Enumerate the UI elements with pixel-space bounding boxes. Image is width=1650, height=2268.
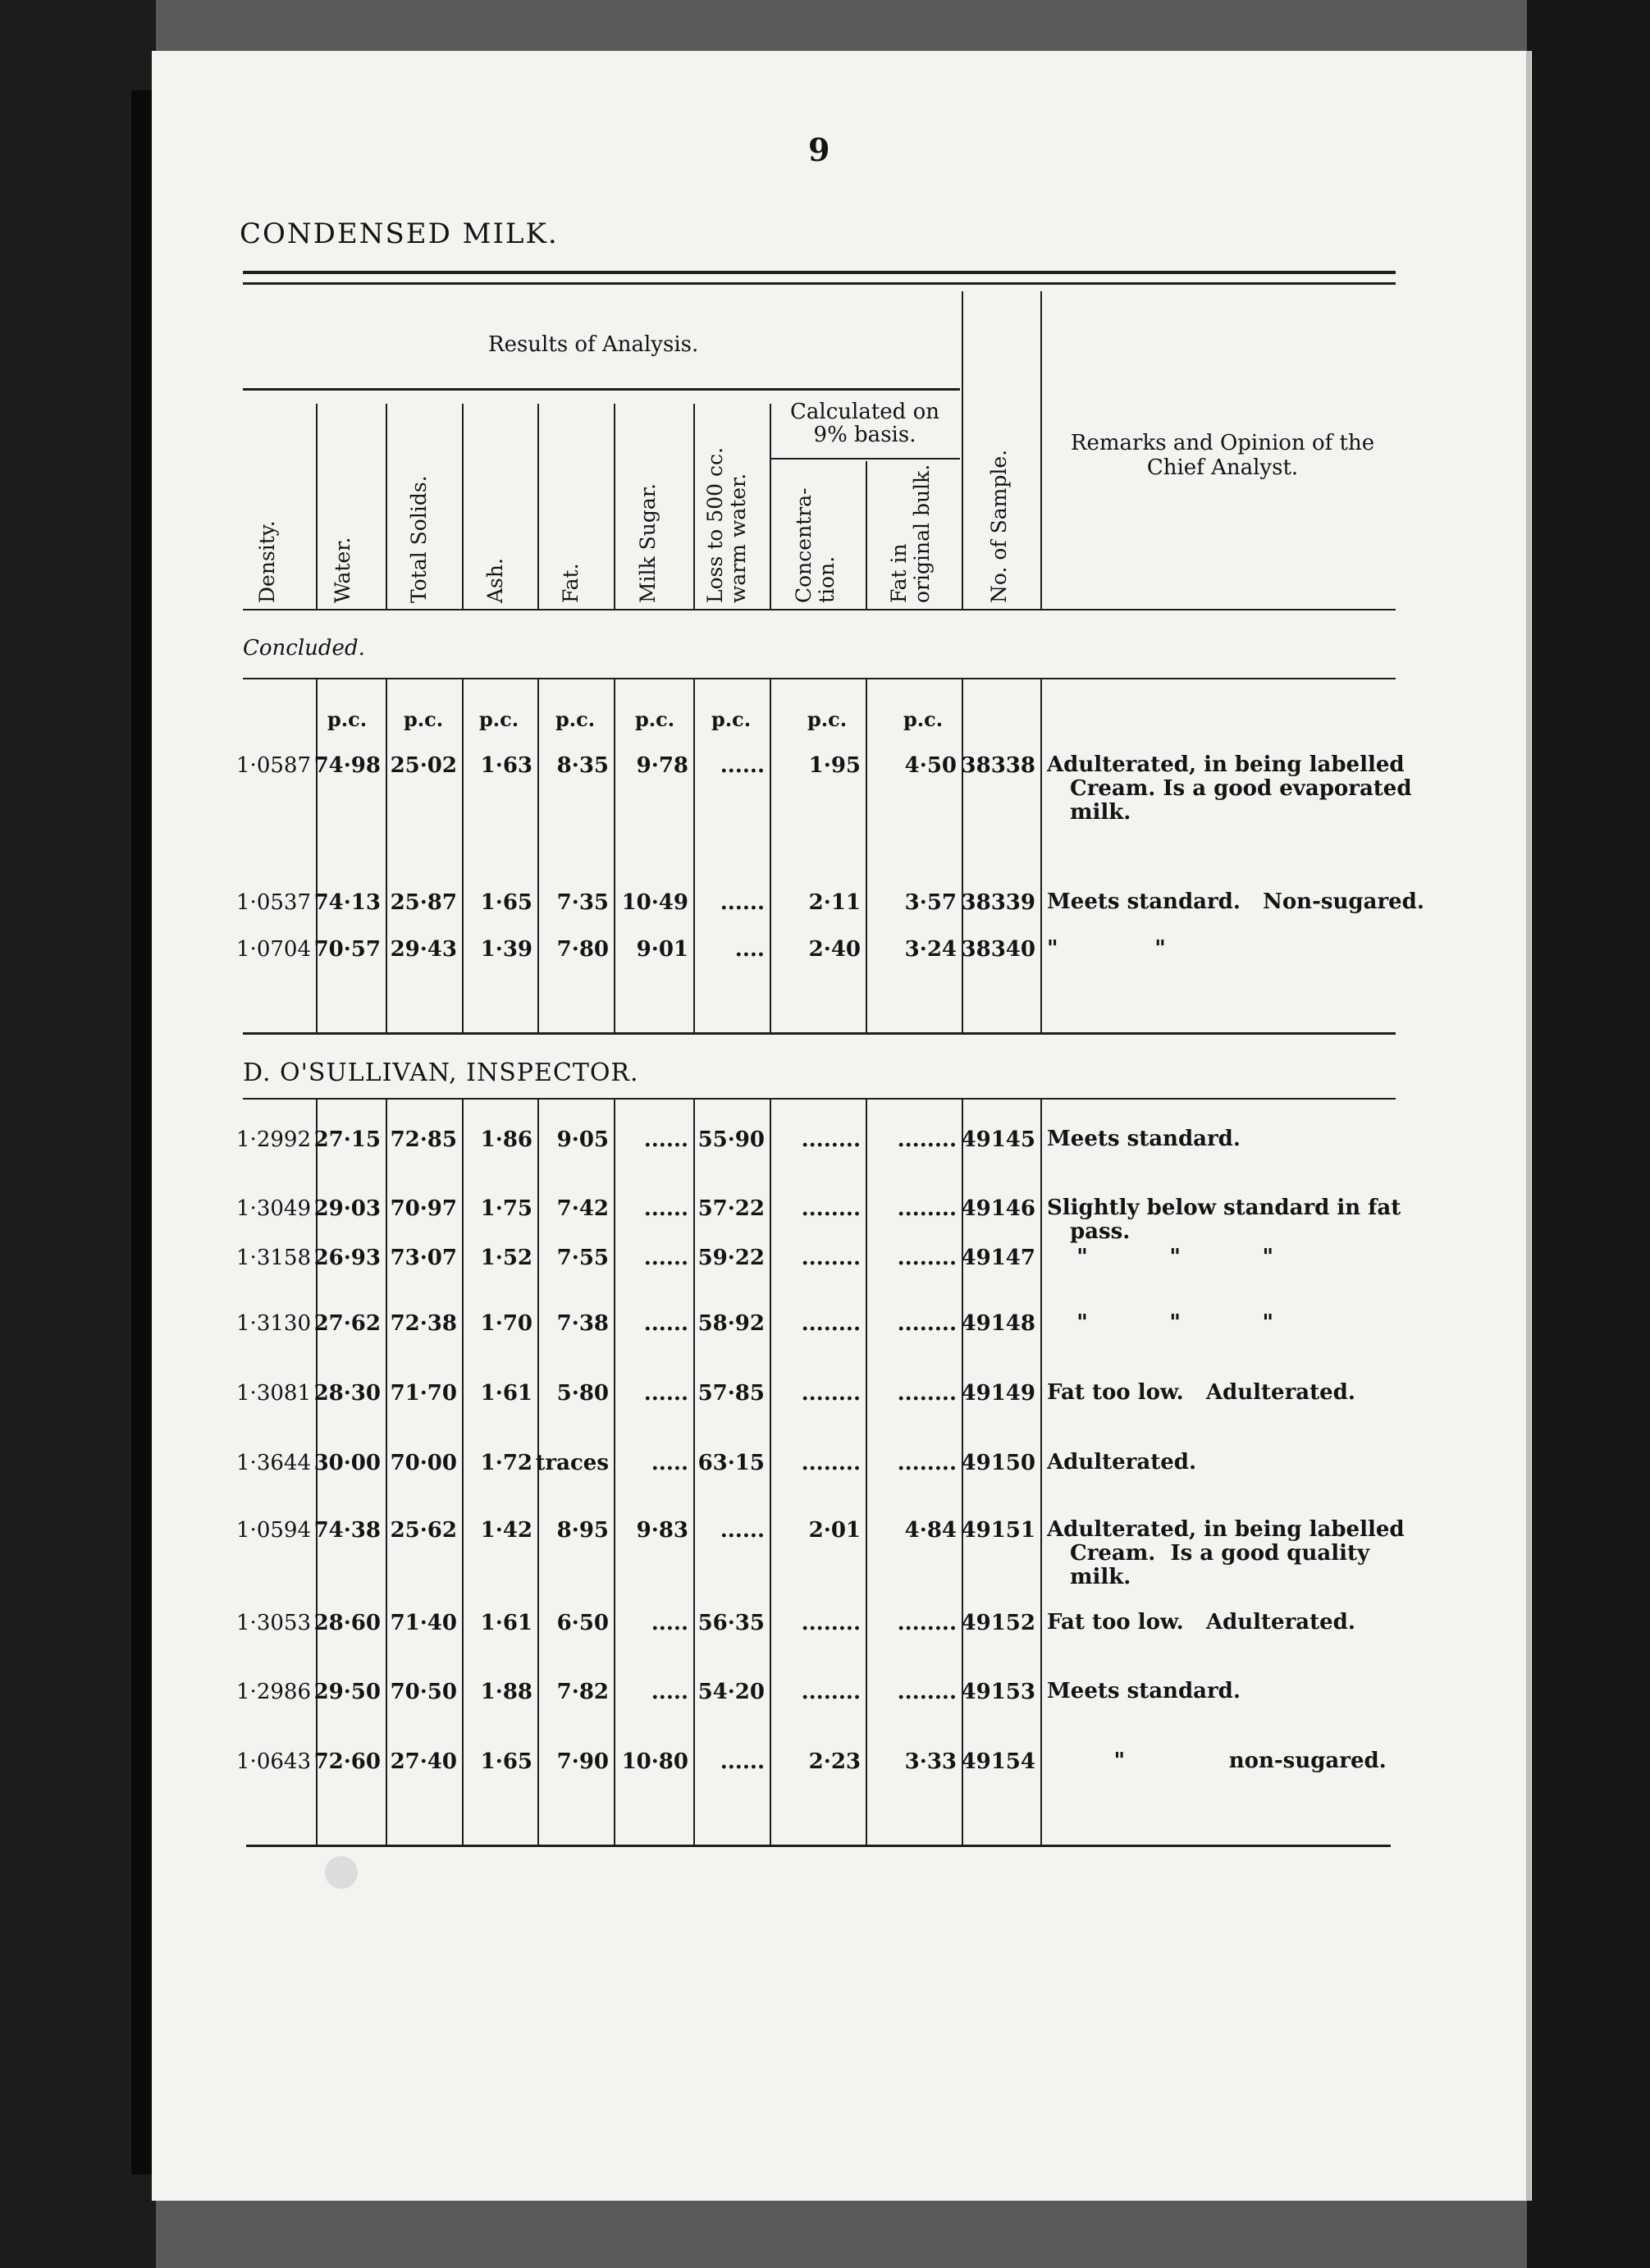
sec2-cell-density: 1·3130	[236, 1311, 311, 1336]
sec2-remarks	[1047, 1127, 1408, 1151]
sec2-cell-fat: traces	[535, 1451, 609, 1475]
sec2-cell-sample: 49151	[961, 1518, 1035, 1543]
sec2-cell-ash: 1·42	[480, 1518, 532, 1543]
sec2-remarks	[1047, 1196, 1408, 1244]
header-sep	[462, 404, 464, 609]
sec2-cell-sugar: ......	[643, 1246, 688, 1270]
sec2-remark-line: " " "	[1047, 1310, 1273, 1335]
sec2-cell-conc: ........	[801, 1381, 861, 1406]
sec2-cell-ash: 1·70	[480, 1311, 532, 1336]
column-rule	[537, 679, 539, 1032]
page-number: 9	[808, 131, 830, 168]
sec2-cell-sugar: 10·80	[621, 1749, 688, 1774]
sec2-remark-line: " " "	[1047, 1245, 1273, 1269]
sec1-cell-sugar: 9·78	[636, 753, 688, 778]
ink-smudge	[325, 1856, 358, 1889]
column-rule	[1040, 679, 1042, 1032]
sec1-cell-conc: 2·11	[808, 890, 861, 915]
sec2-cell-density: 1·2986	[236, 1680, 311, 1704]
sec1-cell-fat: 7·80	[556, 937, 609, 962]
sec2-cell-density: 1·3053	[236, 1611, 311, 1635]
section1-bottom-rule	[243, 1032, 1396, 1035]
header-sep	[316, 404, 318, 609]
column-rule	[770, 679, 771, 1032]
col-water: Water.	[331, 537, 354, 603]
sec2-cell-water: 28·30	[313, 1381, 381, 1406]
sec2-cell-fatbulk: ........	[897, 1196, 957, 1221]
sec2-cell-sugar: ......	[643, 1381, 688, 1406]
header-sep	[614, 404, 615, 609]
page-edge	[1526, 51, 1531, 2201]
sec2-cell-sample: 49153	[961, 1680, 1035, 1704]
sec2-cell-sample: 49149	[961, 1381, 1035, 1406]
sec2-remarks	[1047, 1611, 1408, 1635]
sec2-cell-fat: 7·55	[556, 1246, 609, 1270]
sec2-cell-solids: 71·40	[390, 1611, 457, 1635]
column-rule	[614, 679, 615, 1032]
sec2-cell-sample: 49148	[961, 1311, 1035, 1336]
inspector-heading: D. O'SULLIVAN, INSPECTOR.	[243, 1059, 639, 1087]
sec2-cell-conc: ........	[801, 1127, 861, 1152]
unit-label: p.c.	[403, 707, 444, 731]
unit-label: p.c.	[327, 707, 368, 731]
sec2-cell-solids: 25·62	[390, 1518, 457, 1543]
sec2-cell-loss: 57·22	[697, 1196, 765, 1221]
sec2-remarks	[1047, 1680, 1408, 1703]
sec1-remark-line: Adulterated, in being labelled	[1047, 752, 1405, 777]
results-underline	[243, 388, 960, 391]
sec1-cell-solids: 25·02	[390, 753, 457, 778]
sec2-cell-loss: 63·15	[697, 1451, 765, 1475]
sec1-remarks	[1047, 889, 1424, 914]
sec1-cell-loss: ......	[720, 890, 765, 915]
col-milk-sugar: Milk Sugar.	[636, 483, 660, 603]
sec2-remark-line: pass.	[1070, 1219, 1131, 1244]
sec2-cell-loss: ......	[720, 1749, 765, 1774]
concluded-label: Concluded.	[243, 636, 365, 661]
sec1-cell-water: 70·57	[313, 937, 381, 962]
sec2-cell-sugar: .....	[651, 1451, 688, 1475]
sec2-cell-water: 29·03	[313, 1196, 381, 1221]
top-rule	[243, 271, 1396, 274]
sec2-cell-loss: 55·90	[697, 1127, 765, 1152]
col-sample: No. of Sample.	[987, 449, 1011, 603]
sec2-cell-solids: 72·38	[390, 1311, 457, 1336]
sec2-cell-fatbulk: ........	[897, 1127, 957, 1152]
header-sep	[537, 404, 539, 609]
sec2-cell-conc: ........	[801, 1611, 861, 1635]
sec1-cell-fat: 8·35	[556, 753, 609, 778]
sec2-cell-ash: 1·52	[480, 1246, 532, 1270]
calculated-heading: Calculated on 9% basis.	[790, 400, 939, 447]
sec1-cell-ash: 1·65	[480, 890, 532, 915]
sec2-cell-fat: 7·90	[556, 1749, 609, 1774]
sec2-cell-density: 1·0643	[236, 1749, 311, 1774]
sec2-cell-water: 28·60	[313, 1611, 381, 1635]
sec2-remark-line: Cream. Is a good quality	[1070, 1541, 1370, 1566]
unit-label: p.c.	[711, 707, 752, 731]
sec1-cell-conc: 1·95	[808, 753, 861, 778]
sec2-cell-sample: 49152	[961, 1611, 1035, 1635]
sec2-cell-conc: 2·23	[808, 1749, 861, 1774]
sec1-cell-ash: 1·39	[480, 937, 532, 962]
sec2-cell-fat: 7·38	[556, 1311, 609, 1336]
unit-label: p.c.	[555, 707, 596, 731]
sec2-cell-conc: ........	[801, 1196, 861, 1221]
col-remarks: Remarks and Opinion of the Chief Analyst.	[1070, 431, 1375, 480]
sec1-cell-fatbulk: 4·50	[904, 753, 957, 778]
sec2-cell-conc: 2·01	[808, 1518, 861, 1543]
col-loss: Loss to 500 cc. warm water.	[703, 447, 750, 603]
sec2-cell-ash: 1·86	[480, 1127, 532, 1152]
sec2-cell-sample: 49150	[961, 1451, 1035, 1475]
sec1-cell-sample: 38340	[961, 937, 1035, 962]
sec1-cell-fatbulk: 3·57	[904, 890, 957, 915]
sec1-remark-line: Cream. Is a good evaporated	[1070, 776, 1412, 801]
col-density: Density.	[255, 520, 279, 603]
column-rule	[462, 679, 464, 1032]
sec2-cell-sugar: ......	[643, 1127, 688, 1152]
sec2-cell-water: 72·60	[313, 1749, 381, 1774]
sec2-cell-ash: 1·61	[480, 1611, 532, 1635]
table-bottom-rule	[246, 1845, 1391, 1847]
col-fat: Fat.	[559, 563, 583, 603]
sec2-cell-loss: ......	[720, 1518, 765, 1543]
sec2-cell-ash: 1·72	[480, 1451, 532, 1475]
sec2-cell-sample: 49147	[961, 1246, 1035, 1270]
results-heading: Results of Analysis.	[488, 332, 699, 357]
sec1-cell-water: 74·98	[313, 753, 381, 778]
header-sep	[866, 461, 867, 609]
sec1-remarks	[1047, 937, 1408, 961]
sec2-remark-line: Fat too low. Adulterated.	[1047, 1380, 1355, 1405]
sec2-cell-conc: ........	[801, 1311, 861, 1336]
sec2-cell-water: 27·15	[313, 1127, 381, 1152]
column-rule	[1040, 1100, 1042, 1845]
sec2-cell-fat: 5·80	[556, 1381, 609, 1406]
sec1-remark-line: Meets standard. Non-sugared.	[1047, 889, 1424, 914]
sec2-cell-water: 29·50	[313, 1680, 381, 1704]
sec2-cell-loss: 57·85	[697, 1381, 765, 1406]
sec2-cell-solids: 72·85	[390, 1127, 457, 1152]
sec1-remark-line: milk.	[1070, 800, 1131, 825]
unit-label: p.c.	[634, 707, 675, 731]
col-concentration: Concentra-tion.	[792, 487, 839, 603]
sec2-cell-water: 74·38	[313, 1518, 381, 1543]
header-sep	[693, 404, 695, 609]
sec2-cell-ash: 1·61	[480, 1381, 532, 1406]
sec2-cell-fat: 9·05	[556, 1127, 609, 1152]
sec2-cell-solids: 70·00	[390, 1451, 457, 1475]
header-bottom-rule	[243, 609, 1396, 610]
sec2-remarks	[1047, 1518, 1408, 1589]
column-rule	[866, 679, 867, 1032]
sec2-cell-fatbulk: ........	[897, 1680, 957, 1704]
sec2-remarks	[1047, 1451, 1408, 1475]
sec1-cell-density: 1·0537	[236, 890, 311, 915]
sec2-remark-line: " non-sugared.	[1047, 1749, 1387, 1773]
sec2-cell-fatbulk: ........	[897, 1311, 957, 1336]
header-sep	[962, 291, 963, 609]
scan-border-right	[1527, 0, 1650, 2268]
sec2-cell-fatbulk: ........	[897, 1381, 957, 1406]
sec2-cell-loss: 54·20	[697, 1680, 765, 1704]
sec2-cell-solids: 73·07	[390, 1246, 457, 1270]
sec1-cell-sugar: 9·01	[636, 937, 688, 962]
sec2-cell-fatbulk: 4·84	[904, 1518, 957, 1543]
sec2-cell-fatbulk: ........	[897, 1246, 957, 1270]
col-total-solids: Total Solids.	[407, 475, 431, 603]
sec2-cell-density: 1·3081	[236, 1381, 311, 1406]
unit-label: p.c.	[807, 707, 848, 731]
top-rule-2	[243, 282, 1396, 285]
sec2-remark-line: Meets standard.	[1047, 1679, 1241, 1703]
sec2-cell-water: 26·93	[313, 1246, 381, 1270]
sec2-cell-density: 1·2992	[236, 1127, 311, 1152]
sec2-cell-fat: 7·42	[556, 1196, 609, 1221]
sec2-remarks	[1047, 1381, 1408, 1405]
column-rule	[770, 1100, 771, 1845]
sec2-cell-solids: 27·40	[390, 1749, 457, 1774]
header-sep	[1040, 291, 1042, 609]
sec1-cell-water: 74·13	[313, 890, 381, 915]
sec2-cell-fatbulk: 3·33	[904, 1749, 957, 1774]
sec2-cell-loss: 58·92	[697, 1311, 765, 1336]
sec2-cell-sugar: ......	[643, 1196, 688, 1221]
col-fat-bulk: Fat in original bulk.	[887, 464, 934, 603]
sec2-cell-ash: 1·75	[480, 1196, 532, 1221]
section1-top-rule	[243, 678, 1396, 679]
calculated-underline	[770, 458, 960, 460]
sec1-cell-density: 1·0587	[236, 753, 311, 778]
sec2-cell-fat: 6·50	[556, 1611, 609, 1635]
sec2-cell-fat: 7·82	[556, 1680, 609, 1704]
sec2-cell-conc: ........	[801, 1451, 861, 1475]
sec2-cell-sugar: ......	[643, 1311, 688, 1336]
sec2-cell-conc: ........	[801, 1680, 861, 1704]
sec1-cell-loss: ....	[734, 937, 765, 962]
sec2-cell-solids: 70·50	[390, 1680, 457, 1704]
sec2-cell-conc: ........	[801, 1246, 861, 1270]
sec2-cell-sample: 49146	[961, 1196, 1035, 1221]
sec2-cell-solids: 70·97	[390, 1196, 457, 1221]
sec1-cell-sugar: 10·49	[621, 890, 688, 915]
page-title: CONDENSED MILK.	[240, 217, 559, 250]
sec1-cell-solids: 29·43	[390, 937, 457, 962]
sec1-cell-ash: 1·63	[480, 753, 532, 778]
sec2-cell-sample: 49154	[961, 1749, 1035, 1774]
sec1-cell-sample: 38338	[961, 753, 1035, 778]
sec1-remarks	[1047, 752, 1412, 825]
sec1-cell-solids: 25·87	[390, 890, 457, 915]
column-rule	[866, 1100, 867, 1845]
column-rule	[962, 679, 963, 1032]
sec2-remark-line: milk.	[1070, 1565, 1131, 1589]
sec2-cell-water: 27·62	[313, 1311, 381, 1336]
sec2-cell-ash: 1·88	[480, 1680, 532, 1704]
sec2-cell-sugar: 9·83	[636, 1518, 688, 1543]
sec1-cell-loss: ......	[720, 753, 765, 778]
sec2-remark-line: Slightly below standard in fat	[1047, 1196, 1401, 1220]
sec2-cell-density: 1·3158	[236, 1246, 311, 1270]
sec2-remarks	[1047, 1749, 1408, 1773]
header-sep	[386, 404, 387, 609]
sec2-cell-density: 1·0594	[236, 1518, 311, 1543]
sec2-cell-loss: 56·35	[697, 1611, 765, 1635]
sec2-remarks	[1047, 1246, 1408, 1269]
sec1-cell-sample: 38339	[961, 890, 1035, 915]
sec2-cell-sugar: .....	[651, 1611, 688, 1635]
sec1-cell-fatbulk: 3·24	[904, 937, 957, 962]
unit-label: p.c.	[903, 707, 944, 731]
sec2-cell-fat: 8·95	[556, 1518, 609, 1543]
header-sep	[770, 404, 771, 609]
sec2-remark-line: Meets standard.	[1047, 1127, 1241, 1151]
col-ash: Ash.	[483, 558, 507, 603]
sec2-cell-ash: 1·65	[480, 1749, 532, 1774]
sec2-remark-line: Adulterated, in being labelled	[1047, 1517, 1405, 1542]
sec2-cell-sugar: .....	[651, 1680, 688, 1704]
sec2-cell-fatbulk: ........	[897, 1451, 957, 1475]
sec2-remark-line: Fat too low. Adulterated.	[1047, 1610, 1355, 1635]
sec1-cell-density: 1·0704	[236, 937, 311, 962]
sec2-cell-density: 1·3644	[236, 1451, 311, 1475]
sec2-remark-line: Adulterated.	[1047, 1450, 1197, 1475]
sec2-cell-loss: 59·22	[697, 1246, 765, 1270]
sec2-cell-sample: 49145	[961, 1127, 1035, 1152]
sec2-cell-solids: 71·70	[390, 1381, 457, 1406]
column-rule	[693, 679, 695, 1032]
sec2-cell-water: 30·00	[313, 1451, 381, 1475]
document-page	[152, 51, 1532, 2201]
sec1-cell-conc: 2·40	[808, 937, 861, 962]
column-rule	[386, 679, 387, 1032]
sec2-cell-fatbulk: ........	[897, 1611, 957, 1635]
sec2-cell-density: 1·3049	[236, 1196, 311, 1221]
unit-label: p.c.	[478, 707, 519, 731]
column-rule	[316, 679, 318, 1032]
sec1-remark-line: " "	[1047, 936, 1166, 961]
section2-top-rule	[243, 1098, 1396, 1100]
sec1-cell-fat: 7·35	[556, 890, 609, 915]
sec2-remarks	[1047, 1311, 1408, 1335]
